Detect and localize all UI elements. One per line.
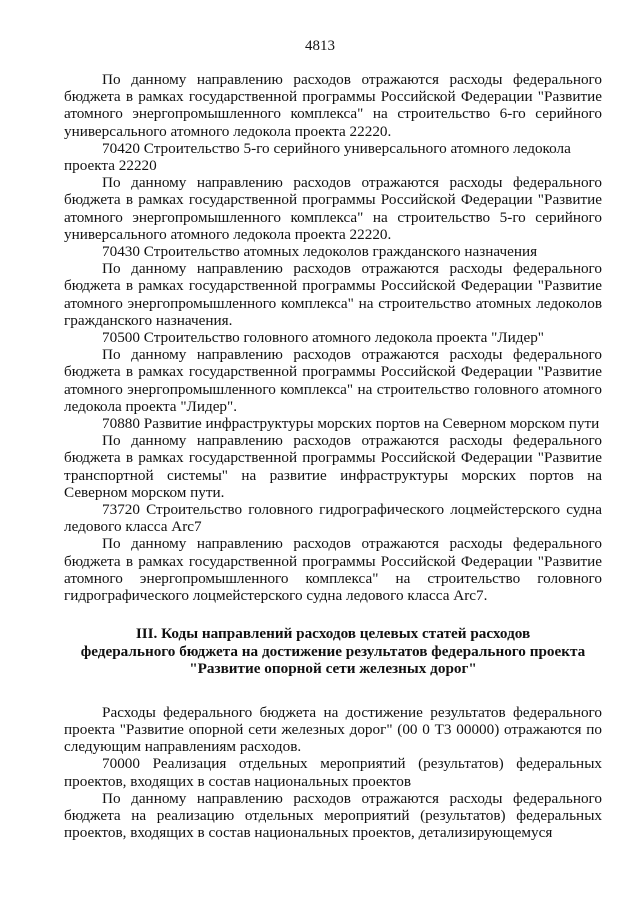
document-body xyxy=(64,71,602,841)
page-number: 4813 xyxy=(305,38,335,54)
paragraph: По данному направлению расходов отражаются расходы федерального бюджета в рамках государственной программы Российской Федерации "Развитие атомного энергопромышленного комплекса" на строительство головного гидрографического лоцмейстерского судна ледового класса Arc7. xyxy=(64,535,602,605)
expense-code-line: 70420 Строительство 5-го серийного универсального атомного ледокола проекта 22220 xyxy=(64,139,571,175)
section-heading-line: "Развитие опорной сети железных дорог" xyxy=(189,660,477,678)
section-heading-line: федерального бюджета на достижение результатов федерального проекта xyxy=(80,642,586,660)
paragraph: По данному направлению расходов отражаются расходы федерального бюджета на реализацию отдельных мероприятий (результатов) федеральных проектов, входящих в состав национальных проектов, детализирующемуся xyxy=(64,789,602,842)
expense-code-line: 70500 Строительство головного атомного ледокола проекта "Лидер" xyxy=(102,329,544,347)
paragraph: По данному направлению расходов отражаются расходы федерального бюджета в рамках государственной программы Российской Федерации "Развитие атомного энергопромышленного комплекса" на строительство головного атомного ледокола проекта "Лидер". xyxy=(64,346,602,415)
expense-code-line: 70430 Строительство атомных ледоколов гражданского назначения xyxy=(102,243,538,261)
expense-code-line: 70880 Развитие инфраструктуры морских портов на Северном морском пути xyxy=(102,415,600,433)
section-heading xyxy=(64,625,602,678)
paragraph: По данному направлению расходов отражаются расходы федерального бюджета в рамках государственной программы Российской Федерации "Развитие транспортной системы" на развитие инфраструктуры морских портов на Северном морском пути. xyxy=(64,432,602,501)
paragraph: Расходы федерального бюджета на достижение результатов федерального проекта "Развитие опорной сети железных дорог" (00 0 Т3 00000) отражаются по следующим направлениям расходов. xyxy=(64,703,602,756)
expense-code-line: 70000 Реализация отдельных мероприятий (результатов) федеральных проектов, входящих в состав национальных проектов xyxy=(64,755,602,790)
paragraph: По данному направлению расходов отражаются расходы федерального бюджета в рамках государственной программы Российской Федерации "Развитие атомного энергопромышленного комплекса" на строительство атомных ледоколов гражданского назначения. xyxy=(64,260,602,329)
paragraph: По данному направлению расходов отражаются расходы федерального бюджета в рамках государственной программы Российской Федерации "Развитие атомного энергопромышленного комплекса" на строительство 5-го серийного универсального атомного ледокола проекта 22220. xyxy=(64,174,602,243)
paragraph: По данному направлению расходов отражаются расходы федерального бюджета в рамках государственной программы Российской Федерации "Развитие атомного энергопромышленного комплекса" на строительство 6-го серийного универсального атомного ледокола проекта 22220. xyxy=(64,71,602,140)
section-heading-line: III. Коды направлений расходов целевых статей расходов xyxy=(135,625,531,643)
expense-code-line: 73720 Строительство головного гидрографического лоцмейстерского судна ледового класса Arc7 xyxy=(64,501,602,536)
